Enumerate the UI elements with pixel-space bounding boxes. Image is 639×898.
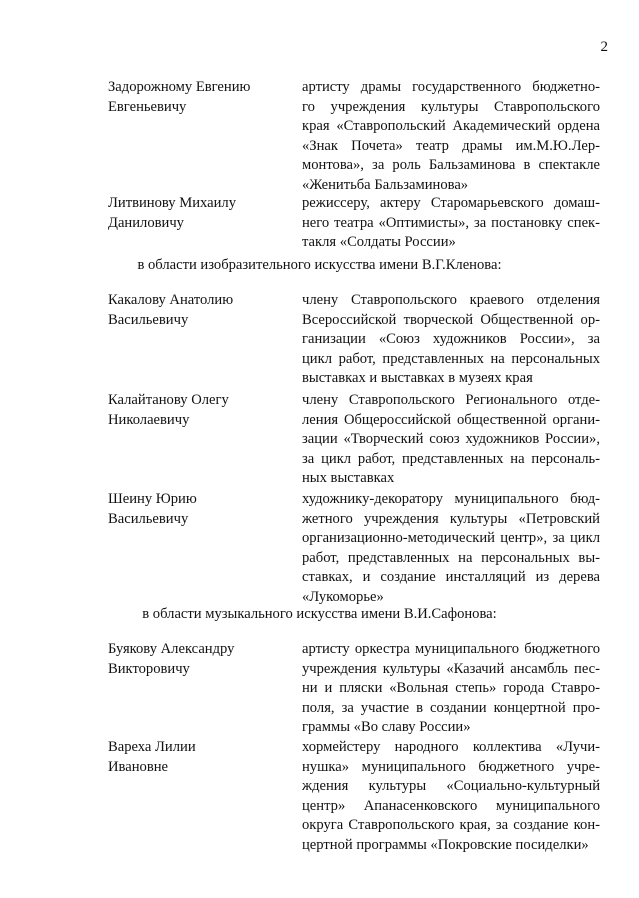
award-description <box>302 291 600 389</box>
desc-line: такля «Солдаты России» <box>302 234 456 251</box>
desc-line: режиссеру, актеру Старомарьевского домаш- <box>302 195 600 211</box>
desc-line: учреждения культуры «Казачий ансамбль пес- <box>302 660 600 677</box>
name-line: Ивановне <box>108 758 168 775</box>
recipient-name <box>108 490 278 529</box>
desc-line: цикл работ, представленных на персональных <box>302 350 600 367</box>
desc-line: «Женитьба Бальзаминова» <box>302 176 469 193</box>
desc-line: нушка» муниципального бюджетного учре- <box>302 758 600 775</box>
desc-line: жетного учреждения культуры «Петровский <box>302 510 600 527</box>
desc-line: Всероссийской творческой Общественной ор- <box>302 311 600 328</box>
desc-line: го учреждения культуры Ставропольского <box>302 98 600 115</box>
desc-line: него театра «Оптимисты», за постановку спек- <box>302 214 600 231</box>
desc-line: «Знак Почета» театр драмы им.М.Ю.Лер- <box>302 137 600 154</box>
name-line: Литвинову Михаилу <box>108 195 236 211</box>
desc-line: организационно-методический центр», за цикл <box>302 530 600 547</box>
desc-line: центр» Апанасенковского муниципального <box>302 797 600 814</box>
desc-line: края «Ставропольский Академический ордена <box>302 118 600 135</box>
recipient-name <box>108 640 278 679</box>
recipient-name <box>108 391 278 430</box>
recipient-name <box>108 291 278 330</box>
name-line: Буякову Александру <box>108 641 235 657</box>
desc-line: ганизации «Союз художников России», за <box>302 331 600 348</box>
recipient-name <box>108 194 278 233</box>
name-line: Евгеньевичу <box>108 98 187 115</box>
award-description <box>302 391 600 489</box>
name-line: Калайтанову Олегу <box>108 392 229 408</box>
name-line: Задорожному Евгению <box>108 79 251 95</box>
desc-line: хормейстеру народного коллектива «Лучи- <box>302 739 600 755</box>
desc-line: артисту драмы государственного бюджетно- <box>302 79 600 95</box>
desc-line: члену Ставропольского краевого отделения <box>302 292 600 308</box>
name-line: Шеину Юрию <box>108 491 197 507</box>
desc-line: монтова», за роль Бальзаминова в спектакле <box>302 157 600 174</box>
desc-line: цертной программы «Покровские посиделки» <box>302 836 589 853</box>
desc-line: ления Общероссийской общественной органи- <box>302 411 600 428</box>
name-line: Николаевичу <box>108 411 190 428</box>
desc-line: члену Ставропольского Регионального отде- <box>302 392 600 408</box>
desc-line: граммы «Во славу России» <box>302 719 471 736</box>
recipient-name <box>108 78 278 117</box>
name-line: Викторовичу <box>108 660 190 677</box>
desc-line: «Лукоморье» <box>302 588 384 605</box>
recipient-name <box>108 738 278 777</box>
name-line: Васильевичу <box>108 311 189 328</box>
award-description <box>302 640 600 738</box>
desc-line: поля, за участие в создании концертной про- <box>302 699 600 716</box>
desc-line: округа Ставропольского края, за создание кон- <box>302 817 600 834</box>
award-description <box>302 738 600 856</box>
award-description <box>302 194 600 253</box>
desc-line: артисту оркестра муниципального бюджетного <box>302 641 600 657</box>
desc-line: зации «Творческий союз художников России», <box>302 431 600 448</box>
desc-line: художнику-декоратору муниципального бюд- <box>302 491 600 507</box>
section-heading: в области музыкального искусства имени В.И.Сафонова: <box>142 606 497 622</box>
name-line: Даниловичу <box>108 214 184 231</box>
award-description <box>302 78 600 196</box>
desc-line: работ, представленных на персональных вы- <box>302 549 600 566</box>
desc-line: ставках, и создание инсталляций из дерева <box>302 569 600 586</box>
desc-line: ждения культуры «Социально-культурный <box>302 778 600 795</box>
desc-line: за цикл работ, представленных на персональ- <box>302 450 600 467</box>
desc-line: ни и пляски «Вольная степь» города Ставро- <box>302 680 600 697</box>
page-number: 2 <box>600 39 608 55</box>
name-line: Васильевичу <box>108 510 189 527</box>
award-description <box>302 490 600 608</box>
name-line: Вареха Лилии <box>108 739 196 755</box>
section-heading: в области изобразительного искусства имени В.Г.Кленова: <box>137 257 502 273</box>
desc-line: выставках и выставках в музеях края <box>302 370 533 387</box>
desc-line: ных выставках <box>302 470 395 487</box>
name-line: Какалову Анатолию <box>108 292 234 308</box>
